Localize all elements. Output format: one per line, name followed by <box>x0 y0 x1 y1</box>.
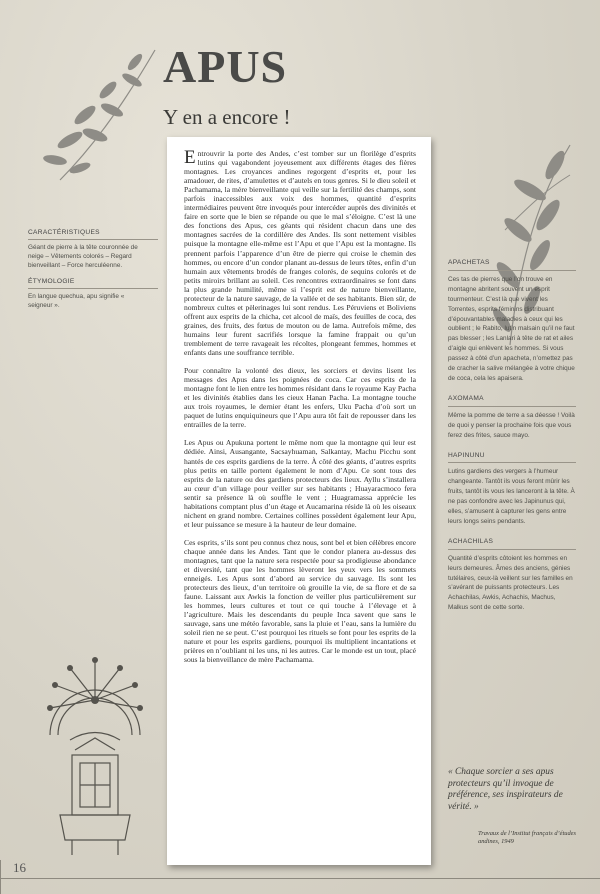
etymologie-text: En langue quechua, apu signifie « seigneur ». <box>28 293 125 309</box>
axomama-text: Même la pomme de terre a sa déesse ! Voilà de quoi y penser la prochaine fois que vous ferez des frites, sauce mayo. <box>448 411 575 439</box>
divider <box>28 288 158 289</box>
divider <box>448 270 576 271</box>
achachilas-heading: ACHACHILAS <box>448 537 494 545</box>
main-article <box>184 149 416 674</box>
pull-quote: « Chaque sorcier a ses apus protecteurs qu’il invoque de préférence, ses inspirateurs de vérité. » <box>448 767 563 812</box>
inca-emblem-illustration <box>30 640 160 860</box>
axomama-heading: AXOMAMA <box>448 394 484 402</box>
left-sidebar <box>28 228 148 317</box>
article-paragraph-4: Ces esprits, s’ils sont peu connus chez nous, sont bel et bien célèbres encore chaque année dans les Andes. Tant que le condor planera au-dessus des montagnes, tant que la nature sera respectée pour sa prodigieuse abondance et diversité, tant que les hommes lèveront les yeux vers les sommets enneigés. Les Apus sont d’abord au service du sauvage. Ils sont les protecteurs des lieux, d’un territoire où grouille la vie, de sa flore et de sa faune. Laissant aux Awkis la fonction de veiller plus particulièrement sur les hommes, leurs cultures et tout ce qui touche à l’élevage et à l’agriculture. Mais les descendants du peuple Inca savent que sans le sauvage, sans une météo favorable, sans la pluie et l’eau, sans la lumière du soleil rien ne se peut. C’est pourquoi les rituels se font pour les esprits de la nature et pour les esprits gardiens, pourquoi ils multiplient incantations et prières en n’oubliant ni les uns, ni les autres. Car le monde est un tout, placé sous la bienveillance de mère Pachamama. <box>184 537 416 665</box>
right-sidebar <box>448 258 576 623</box>
apachetas-text: Ces tas de pierres que l’on trouve en montagne abritent souvent un esprit tourmenteur. C’est là que vivent les Torrentes, esprits féminins distribuant d’épouvantables maladies à ceux qui les oublient ; le Rabito, lutin malsain qu’il ne faut pas blesser ; les Lanlari à tête de rat et ailes d’aigle qui enlèvent les hommes. Si vous passez à côté d’un apacheta, n’omettez pas de cracher la salive mélangée à votre chique de coca, cela les apaisera. <box>448 275 575 382</box>
main-text-panel <box>167 137 431 865</box>
article-paragraph-2: Pour connaître la volonté des dieux, les sorciers et devins lisent les messages des Apus dans les poignées de coca. Car ces esprits de la montagne font le lien entre les hommes résidant dans le royaume Kay Pacha et les divinités établies dans les cieux Hanan Pacha. La montagne touche aux trois royaumes, le dernier étant les enfers, Uku Pacha d’où sort un paquet de lutins enquiquineurs que l’Apu aura tôt fait de repousser dans les entrailles de la terre. <box>184 366 416 430</box>
divider <box>28 239 158 240</box>
hapinunu-text: Lutins gardiens des vergers à l’humeur changeante. Tantôt ils vous feront mûrir les fruits, tantôt ils vous les lanceront à la tête. À ne pas confondre avec les Japinunus qui, elles, s’amusent à capturer les gens entre leurs longs seins pendants. <box>448 468 575 525</box>
apachetas-heading: APACHETAS <box>448 259 490 266</box>
etymologie-heading: ÉTYMOLOGIE <box>28 278 75 285</box>
caracteristiques-heading: CARACTÉRISTIQUES <box>28 229 100 236</box>
divider <box>448 462 576 463</box>
divider <box>448 406 576 407</box>
article-paragraph-3: Les Apus ou Apukuna portent le même nom que la montagne qui leur est dédiée. Ainsi, Ausangante, Sacsayhuaman, Salkantay, Machu Picchu sont hantés de ces esprits gardiens de la terre. À côté des géants, d’autres esprits plus petits en taille portent également le nom d’Apu. Ce sont tous des esprits de la nature ou des gardiens protecteurs des lieux. Ayllu s’installera au cœur d’un village pour veiller sur ses habitants ; Huayaracmoco fera sentir sa présence là où souffle le vent ; Huagramassa apprécie les habitations comptant plus d’un étage et Aucamarina réside là où les oiseaux nichent en grand nombre. Certaines collines possèdent également leur Apu, et leur puissance se mesure à la hauteur de leur domaine. <box>184 438 416 529</box>
achachilas-text: Quantité d’esprits côtoient les hommes en leurs demeures. Âmes des anciens, génies tutélaires, ceux-là veillent sur les familles en s’avérant de puissants protecteurs. Les Achachilas, Awkis, Achachis, Machus, Malkus sont de cette sorte. <box>448 554 573 612</box>
page-title: APUS <box>163 41 288 92</box>
divider <box>448 549 576 550</box>
caracteristiques-text: Géant de pierre à la tête couronnée de neige – Vêtements colorés – Regard bienveillant – Force herculéenne. <box>28 244 138 269</box>
hapinunu-heading: HAPINUNU <box>448 451 485 459</box>
page-number: 16 <box>13 860 26 875</box>
leaves-illustration-left <box>40 40 170 190</box>
quote-source: Travaux de l’Institut français d’études andines, 1949 <box>478 830 576 845</box>
article-paragraph-1: Entrouvrir la porte des Andes, c’est tomber sur un florilège d’esprits lutins qui vagabondent joyeusement aux différents étages des fières montagnes. Les croyances andines regorgent d’esprits et, pour les amadouer, de rites, d’amulettes et d’autels en tous genres. Si le dieu soleil et Pachamama, la mère bienveillante qui veille sur la fertilité des champs, sont parfois inaccessibles aux voix des hommes, quantité d’esprits intermédiaires peuvent être invoqués pour intercéder auprès des divinités et faire en sorte que le bien se répande ou que le mal s’éloigne. C’est là une des fonctions des Apus, ces géants qui résident chacun dans une des montagnes sacrées de la cordillère des Andes. Ils sont nettement visibles puisque la montagne elle-même est l’Apu et que l’Apu est la montagne. Ils prennent parfois l’apparence d’un être de pierre qui croise le chemin des hommes, ou encore d’un condor planant au-dessus de leurs têtes, enfin d’un humain aux vêtements brodés de franges colorés, de sequins colorés et de petits miroirs brillant au soleil. Ces rencontres extraordinaires se font dans la plus grande humilité, même si l’esprit est de nature bienveillante, protecteur de la nature sauvage, de la vallée et de ses habitants. Bien sûr, de nombreux cultes et pèlerinages lui sont rendus. Les Péruviens et Boliviens offrent aux esprits de la chicha, cet alcool de maïs, des feuilles de coca, des graines, des fruits, des fœtus de mouton ou de lama. Autrefois même, des humains leur furent sacrifiés lorsque la famine frappait ou qu’un tremblement de terre ravageait les récoltes, plongeant femmes, hommes et enfants dans une souffrance terrible. <box>184 147 416 358</box>
footer-tick <box>0 860 1 894</box>
footer-rule <box>0 878 600 879</box>
page-subtitle: Y en a encore ! <box>163 105 291 129</box>
